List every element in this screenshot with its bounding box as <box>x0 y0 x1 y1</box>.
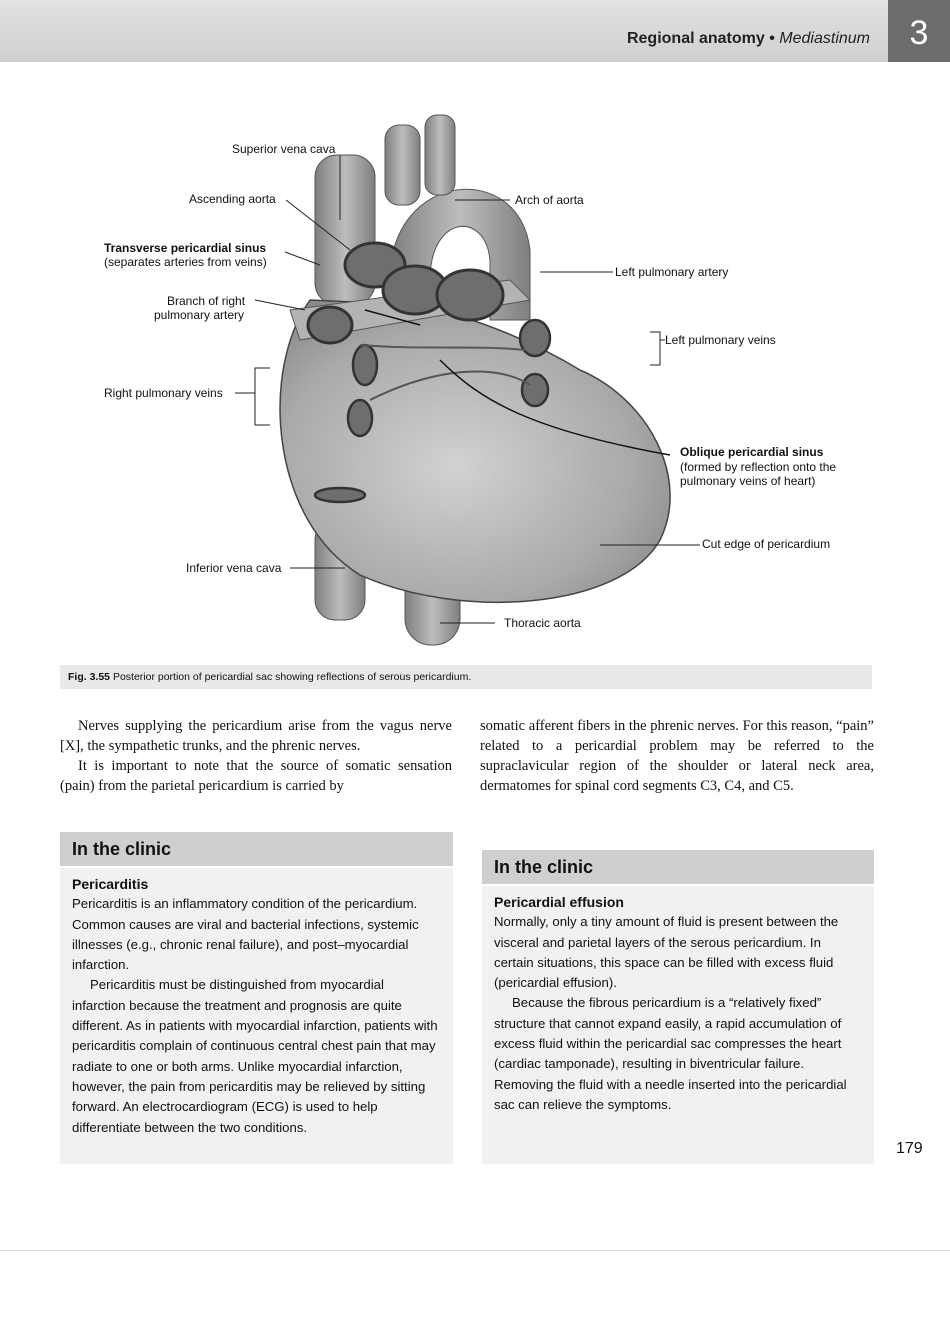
label-thoracic-aorta: Thoracic aorta <box>504 616 581 630</box>
clinic-right-p1: Normally, only a tiny amount of fluid is present between the visceral and parietal layers of the serous pericardium. In certain situations, this space can be filled with excess fluid (pericardial effusion). <box>494 914 839 991</box>
header-subsection: Mediastinum <box>779 30 870 47</box>
clinic-left-p1: Pericarditis is an inflammatory condition of the pericardium. Common causes are viral and bacterial infections, systemic illnesses (e.g., chronic renal failure), and post–myocardial infarction. <box>72 896 419 973</box>
label-oblique-sinus: Oblique pericardial sinus <box>680 445 824 459</box>
clinic-right-heading: In the clinic <box>482 850 874 884</box>
label-cut-edge: Cut edge of pericardium <box>702 537 831 551</box>
label-branch-right-pa-1: Branch of right <box>167 294 246 308</box>
clinic-right-box <box>482 886 874 1164</box>
right-pv-lower <box>348 400 372 436</box>
label-superior-vena-cava: Superior vena cava <box>232 142 336 156</box>
brachiocephalic-shape <box>385 125 420 205</box>
label-oblique-sinus-note-2: pulmonary veins of heart) <box>680 474 816 488</box>
footer-divider <box>0 1250 950 1251</box>
caption-id: Fig. 3.55 <box>68 671 111 683</box>
body-left-p2: It is important to note that the source of somatic sensation (pain) from the parietal pericardium is carried by <box>60 758 452 794</box>
clinic-left-box <box>60 868 453 1164</box>
label-branch-right-pa-2: pulmonary artery <box>154 308 245 322</box>
label-ascending-aorta: Ascending aorta <box>189 192 276 206</box>
label-left-pulmonary-artery: Left pulmonary artery <box>615 265 729 279</box>
body-left-p1: Nerves supplying the pericardium arise from the vagus nerve [X], the sympathetic trunks, and the phrenic nerves. <box>60 718 452 754</box>
clinic-left-heading: In the clinic <box>60 832 453 866</box>
page-number: 179 <box>896 1140 923 1157</box>
pulmonary-trunk-cut <box>437 270 503 320</box>
running-header-title <box>627 30 870 48</box>
body-right-column <box>480 716 874 796</box>
label-arch-of-aorta: Arch of aorta <box>515 193 584 207</box>
right-pv-upper <box>353 345 377 385</box>
clinic-left-title: Pericarditis <box>72 876 149 892</box>
right-pa-cut <box>308 307 352 343</box>
label-transverse-sinus: Transverse pericardial sinus <box>104 241 267 255</box>
clinic-right-p2: Because the fibrous pericardium is a “relatively fixed” structure that cannot expand easily, a rapid accumulation of excess fluid within the pericardial sac compresses the heart (cardiac tamponade), resulting in biventricular failure. Removing the fluid with a needle inserted into the pericardial sac can relieve the symptoms. <box>494 995 847 1112</box>
left-pv-lower <box>522 374 548 406</box>
heart-body-shape <box>280 300 670 602</box>
figure-caption <box>60 665 872 689</box>
body-left-column <box>60 716 452 796</box>
clinic-left-p2: Pericarditis must be distinguished from myocardial infarction because the treatment and prognosis are quite different. As in patients with myocardial infarction, patients with pericarditis complain of continuous central chest pain that may radiate to one or both arms. Unlike myocardial infarction, however, the pain from pericarditis may be relieved by sitting forward. An electrocardiogram (ECG) is used to help differentiate between the two conditions. <box>72 977 438 1135</box>
ivc-cut <box>315 488 365 502</box>
chapter-tab: 3 <box>888 0 950 62</box>
header-separator: • <box>769 30 775 47</box>
heart-illustration <box>60 100 890 665</box>
carotid-shape <box>425 115 455 195</box>
body-right-p1: somatic afferent fibers in the phrenic nerves. For this reason, “pain” related to a pericardial problem may be referred to the supraclavicular region of the shoulder or lateral neck area, dermatomes for spinal cord segments C3, C4, and C5. <box>480 718 874 794</box>
figure-pericardial-sac <box>60 100 890 665</box>
caption-text: Posterior portion of pericardial sac showing reflections of serous pericardium. <box>112 671 472 683</box>
label-oblique-sinus-note-1: (formed by reflection onto the <box>680 460 837 474</box>
clinic-right-title: Pericardial effusion <box>494 894 624 910</box>
label-left-pulmonary-veins: Left pulmonary veins <box>665 333 776 347</box>
label-transverse-sinus-note: (separates arteries from veins) <box>104 255 267 269</box>
header-section: Regional anatomy <box>626 30 765 47</box>
label-inferior-vena-cava: Inferior vena cava <box>186 561 282 575</box>
label-right-pulmonary-veins: Right pulmonary veins <box>104 386 223 400</box>
